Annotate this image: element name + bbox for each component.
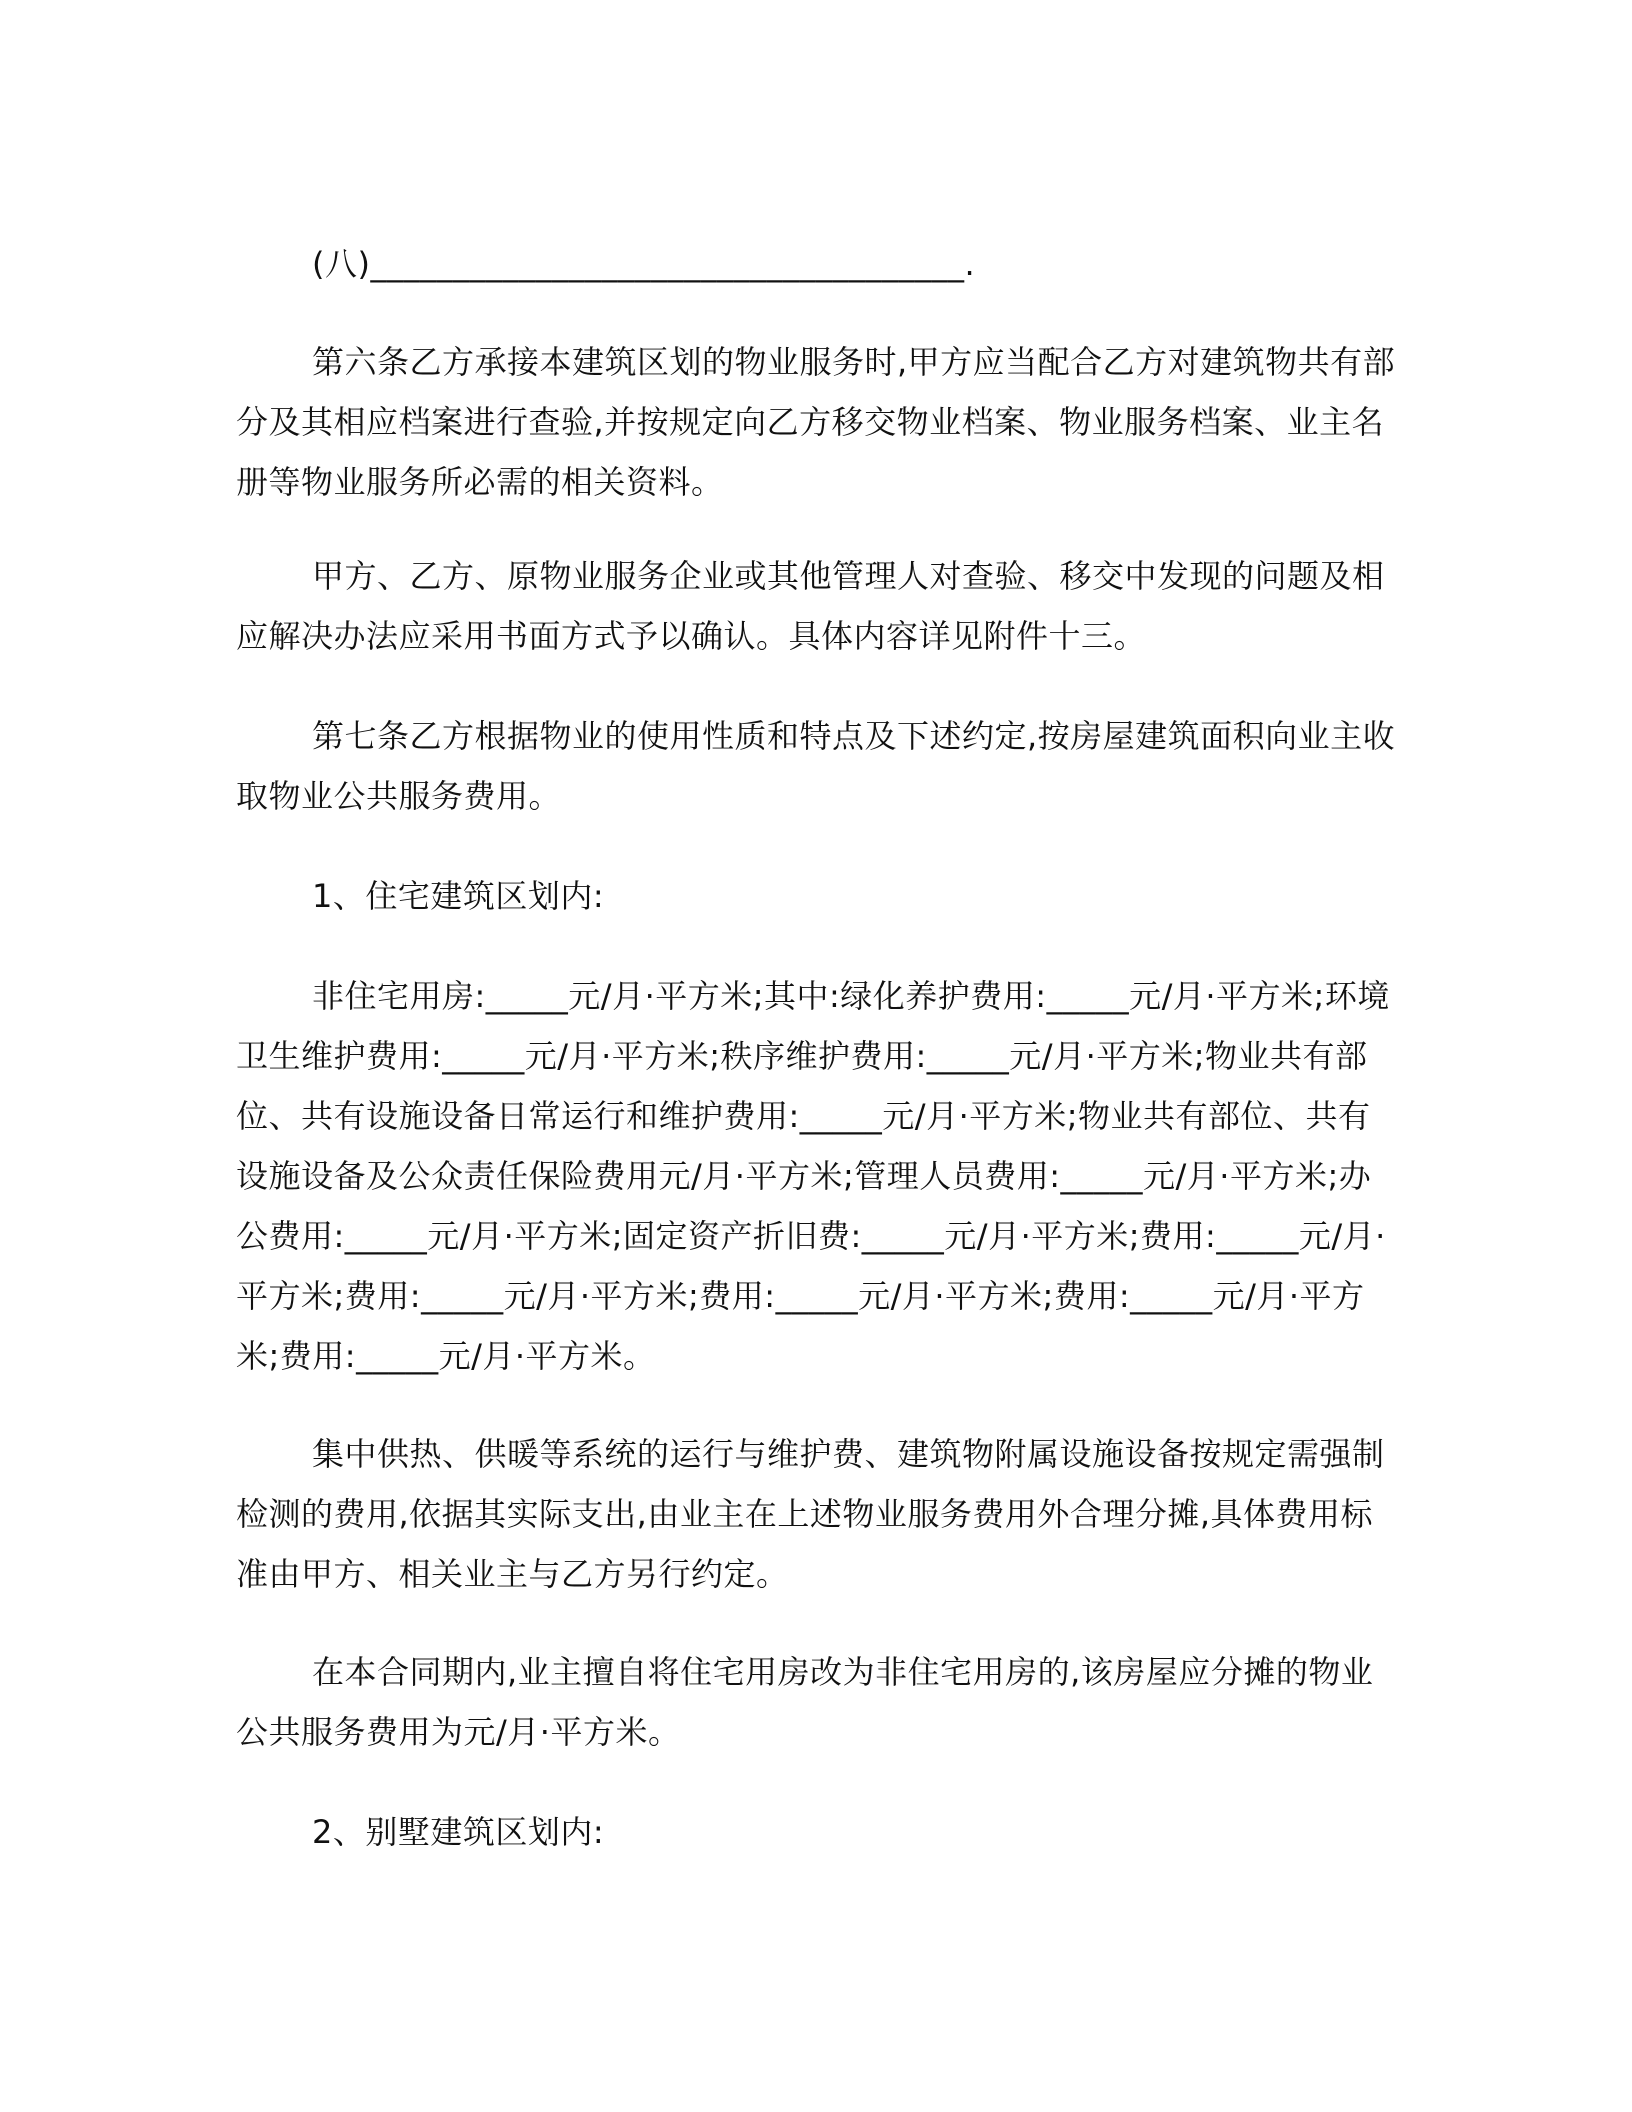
- clause-item-8: (八)____________________________________.: [312, 245, 976, 283]
- article-6-paragraph: 第六条乙方承接本建筑区划的物业服务时,甲方应当配合乙方对建筑物共有部分及其相应档案进行查验,并按规定向乙方移交物业档案、物业服务档案、业主名册等物业服务所必需的相关资料。: [236, 343, 1396, 501]
- non-residential-fees-paragraph: 非住宅用房:_____元/月·平方米;其中:绿化养护费用:_____元/月·平方米;环境卫生维护费用:_____元/月·平方米;秩序维护费用:_____元/月·平方米;物业共有部位、共有设施设备日常运行和维护费用:_____元/月·平方米;物业共有部位、共有设施设备及公众责任保险费用元/月·平方米;管理人员费用:_____元/月·平方米;办公费用:_____元/月·平方米;固定资产折旧费:_____元/月·平方米;费用:_____元/月·平方米;费用:_____元/月·平方米;费用:_____元/月·平方米;费用:_____元/月·平方米;费用:_____元/月·平方米。: [236, 977, 1390, 1375]
- conversion-fee-paragraph: 在本合同期内,业主擅自将住宅用房改为非住宅用房的,该房屋应分摊的物业公共服务费用为元/月·平方米。: [236, 1653, 1374, 1751]
- article-7-paragraph: 第七条乙方根据物业的使用性质和特点及下述约定,按房屋建筑面积向业主收取物业公共服务费用。: [236, 717, 1396, 815]
- inspection-confirmation-paragraph: 甲方、乙方、原物业服务企业或其他管理人对查验、移交中发现的问题及相应解决办法应采用书面方式予以确认。具体内容详见附件十三。: [236, 557, 1385, 655]
- heating-fees-paragraph: 集中供热、供暖等系统的运行与维护费、建筑物附属设施设备按规定需强制检测的费用,依据其实际支出,由业主在上述物业服务费用外合理分摊,具体费用标准由甲方、相关业主与乙方另行约定。: [236, 1435, 1385, 1593]
- residential-zone-heading: 1、住宅建筑区划内:: [312, 877, 605, 915]
- villa-zone-heading: 2、别墅建筑区划内:: [312, 1813, 605, 1851]
